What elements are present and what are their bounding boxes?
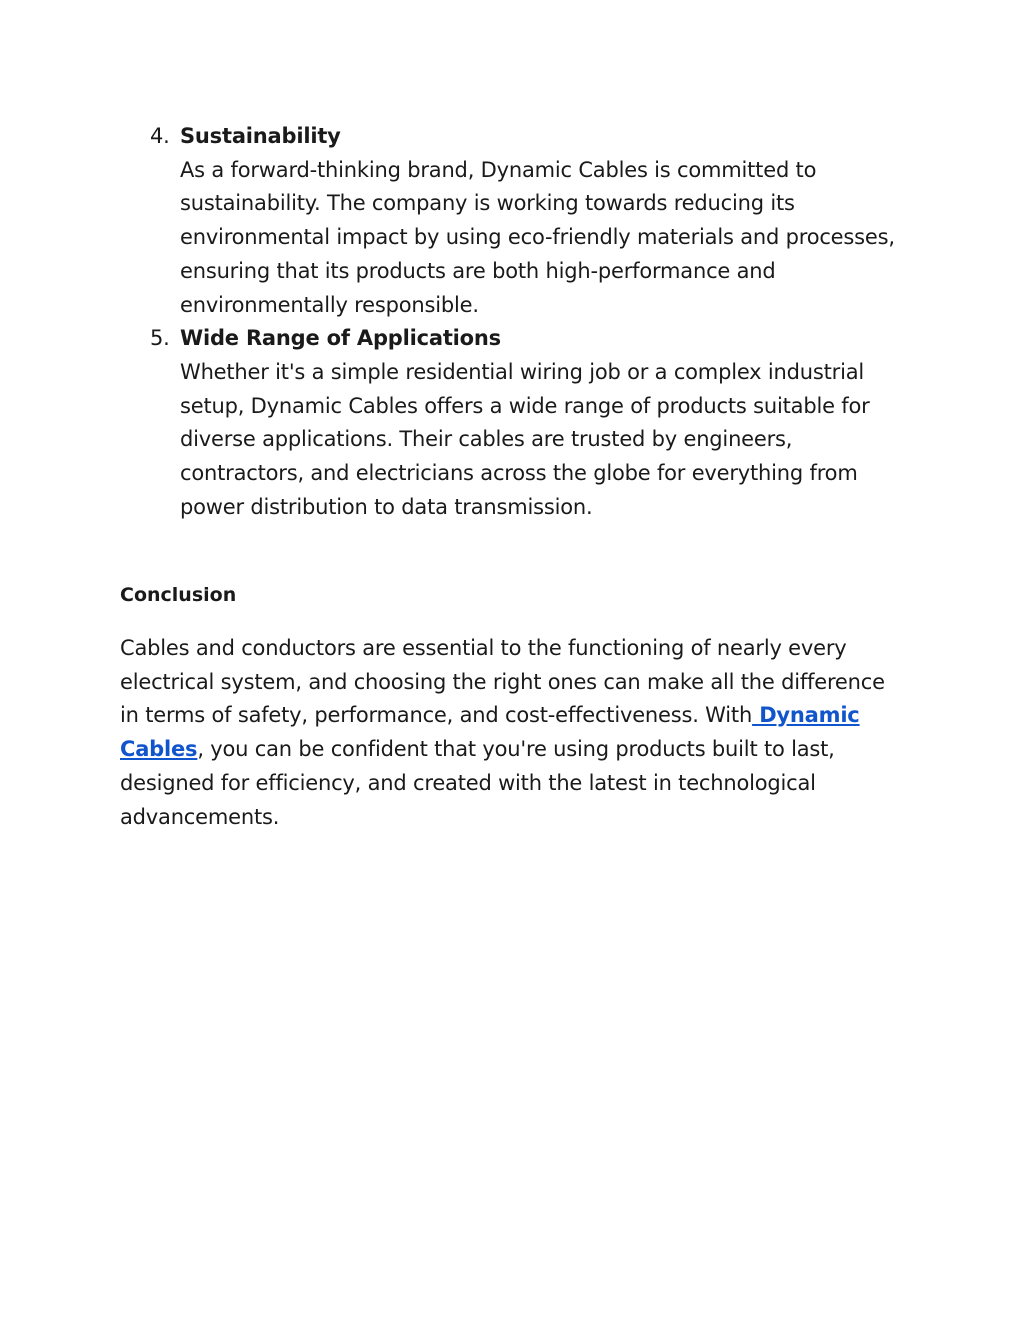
conclusion-text-before: Cables and conductors are essential to the functioning of nearly every electrical system, and choosing the right ones can make all the difference in terms of safety, performance, and cost-effectiveness. With [120,636,885,728]
numbered-list [150,120,910,524]
list-item-number: 5. [150,326,170,351]
list-item-title: Sustainability [180,124,341,148]
dynamic-cables-link[interactable]: Dynamic Cables [120,703,860,762]
list-item-body: Whether it's a simple residential wiring job or a complex industrial setup, Dynamic Cables offers a wide range of products suitable for diverse applications. Their cables are trusted by engineers, contractors, and electricians across the globe for everything from power distribution to data transmission. [180,359,870,519]
conclusion-text-after: , you can be confident that you're using products built to last, designed for efficiency, and created with the latest in technological advancements. [120,737,835,829]
list-item [150,120,910,322]
conclusion-heading: Conclusion [120,584,237,606]
list-item [150,322,910,524]
list-item-number: 4. [150,124,170,148]
list-item-title: Wide Range of Applications [180,326,501,351]
list-item-body: As a forward-thinking brand, Dynamic Cables is committed to sustainability. The company is working towards reducing its environmental impact by using eco-friendly materials and processes, ensuring that its products are both high-performance and environmentally responsible. [180,157,895,317]
conclusion-paragraph [120,632,910,834]
